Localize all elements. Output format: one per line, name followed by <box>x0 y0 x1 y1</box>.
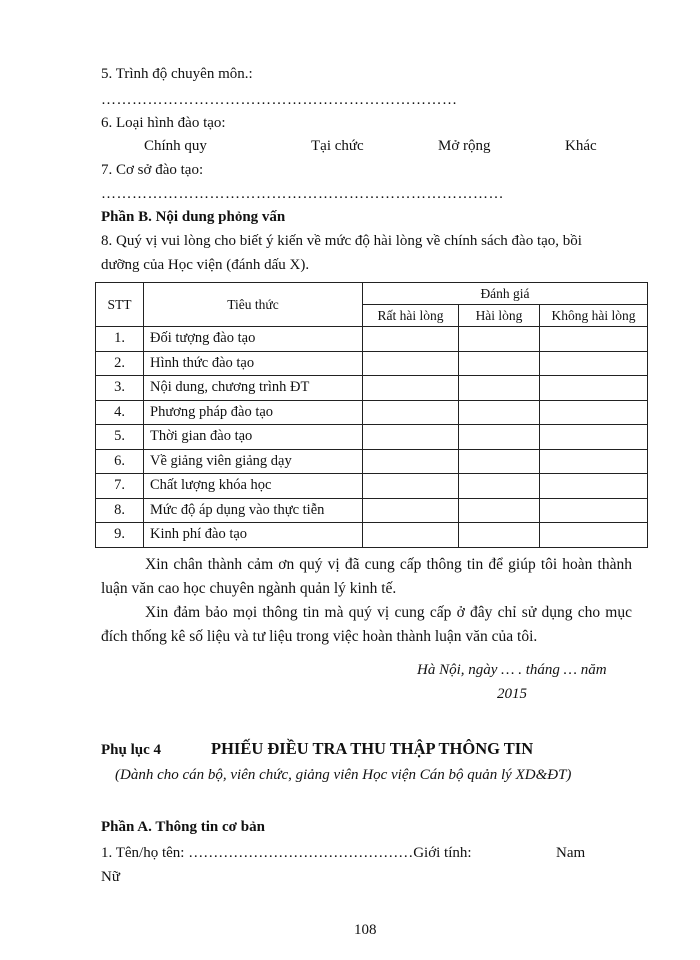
cell-not-satisfied[interactable] <box>540 400 648 425</box>
cell-satisfied[interactable] <box>459 498 540 523</box>
cell-not-satisfied[interactable] <box>540 425 648 450</box>
appendix-subtitle: (Dành cho cán bộ, viên chức, giảng viên Học viện Cán bộ quản lý XD&ĐT) <box>115 767 572 783</box>
cell-very-satisfied[interactable] <box>363 327 459 352</box>
row-stt: 2. <box>96 351 144 376</box>
row-criteria: Về giảng viên giảng dạy <box>144 449 363 474</box>
q6-option-other: Khác <box>565 138 597 154</box>
appendix-title: PHIẾU ĐIỀU TRA THU THẬP THÔNG TIN <box>211 739 534 758</box>
q1-name-label: 1. Tên/họ tên: ………………………………………Giới tính: <box>101 845 472 861</box>
gender-male: Nam <box>556 845 586 861</box>
cell-very-satisfied[interactable] <box>363 400 459 425</box>
cell-not-satisfied[interactable] <box>540 474 648 499</box>
q6-label: 6. Loại hình đào tạo: <box>101 115 226 131</box>
thanks-paragraph-1: Xin chân thành cảm ơn quý vị đã cung cấp thông tin để giúp tôi hoàn thành luận văn cao học chuyên ngành quản lý kinh tế. <box>101 556 632 597</box>
row-stt: 3. <box>96 376 144 401</box>
date-line-1: Hà Nội, ngày … . tháng … năm <box>417 662 607 678</box>
row-stt: 6. <box>96 449 144 474</box>
row-criteria: Đối tượng đào tạo <box>144 327 363 352</box>
cell-very-satisfied[interactable] <box>363 498 459 523</box>
cell-very-satisfied[interactable] <box>363 351 459 376</box>
row-stt: 1. <box>96 327 144 352</box>
table-row <box>96 327 648 352</box>
cell-satisfied[interactable] <box>459 523 540 548</box>
header-evaluation: Đánh giá <box>363 283 648 305</box>
row-stt: 5. <box>96 425 144 450</box>
cell-satisfied[interactable] <box>459 425 540 450</box>
row-criteria: Mức độ áp dụng vào thực tiễn <box>144 498 363 523</box>
cell-not-satisfied[interactable] <box>540 449 648 474</box>
table-row <box>96 474 648 499</box>
row-stt: 7. <box>96 474 144 499</box>
row-criteria: Nội dung, chương trình ĐT <box>144 376 363 401</box>
table-row <box>96 449 648 474</box>
q8-text-line2: dưỡng của Học viện (đánh dấu X). <box>101 257 310 273</box>
header-not-satisfied: Không hài lòng <box>540 305 648 327</box>
thanks-paragraph-2: Xin đảm bảo mọi thông tin mà quý vị cung cấp ở đây chỉ sử dụng cho mục đích thống kê số liệu và tư liệu trong việc hoàn thành luận văn của tôi. <box>101 604 632 645</box>
cell-very-satisfied[interactable] <box>363 449 459 474</box>
q7-dots: …………………………………………………………………… <box>101 186 504 202</box>
row-stt: 8. <box>96 498 144 523</box>
cell-very-satisfied[interactable] <box>363 474 459 499</box>
table-row <box>96 425 648 450</box>
q8-text-line1: 8. Quý vị vui lòng cho biết ý kiến về mức độ hài lòng về chính sách đào tạo, bồi <box>101 233 582 249</box>
cell-very-satisfied[interactable] <box>363 523 459 548</box>
header-satisfied: Hài lòng <box>459 305 540 327</box>
cell-not-satisfied[interactable] <box>540 498 648 523</box>
row-criteria: Hình thức đào tạo <box>144 351 363 376</box>
table-row <box>96 498 648 523</box>
partB-heading: Phần B. Nội dung phỏng vấn <box>101 209 286 225</box>
q6-option-extended: Mở rộng <box>438 138 491 154</box>
row-criteria: Phương pháp đào tạo <box>144 400 363 425</box>
header-very-satisfied: Rất hài lòng <box>363 305 459 327</box>
cell-satisfied[interactable] <box>459 351 540 376</box>
table-row <box>96 376 648 401</box>
cell-very-satisfied[interactable] <box>363 425 459 450</box>
cell-not-satisfied[interactable] <box>540 376 648 401</box>
q7-label: 7. Cơ sở đào tạo: <box>101 162 204 178</box>
cell-satisfied[interactable] <box>459 474 540 499</box>
page-number: 108 <box>354 922 377 938</box>
table-row <box>96 523 648 548</box>
q6-option-inservice: Tại chức <box>311 138 364 154</box>
q5-label: 5. Trình độ chuyên môn.: <box>101 66 253 82</box>
table-row <box>96 400 648 425</box>
table-row <box>96 351 648 376</box>
q6-option-regular: Chính quy <box>144 138 207 154</box>
survey-table <box>95 282 648 548</box>
cell-very-satisfied[interactable] <box>363 376 459 401</box>
cell-satisfied[interactable] <box>459 449 540 474</box>
gender-female: Nữ <box>101 869 120 885</box>
date-line-2: 2015 <box>497 686 527 702</box>
row-stt: 9. <box>96 523 144 548</box>
cell-satisfied[interactable] <box>459 376 540 401</box>
cell-not-satisfied[interactable] <box>540 523 648 548</box>
cell-satisfied[interactable] <box>459 327 540 352</box>
cell-satisfied[interactable] <box>459 400 540 425</box>
partA-heading: Phần A. Thông tin cơ bản <box>101 819 265 835</box>
row-stt: 4. <box>96 400 144 425</box>
header-criteria: Tiêu thức <box>144 283 363 327</box>
row-criteria: Kinh phí đào tạo <box>144 523 363 548</box>
row-criteria: Chất lượng khóa học <box>144 474 363 499</box>
q5-dots: …………………………………………………………… <box>101 92 458 108</box>
appendix-label: Phụ lục 4 <box>101 742 162 758</box>
header-stt: STT <box>96 283 144 327</box>
cell-not-satisfied[interactable] <box>540 327 648 352</box>
cell-not-satisfied[interactable] <box>540 351 648 376</box>
row-criteria: Thời gian đào tạo <box>144 425 363 450</box>
